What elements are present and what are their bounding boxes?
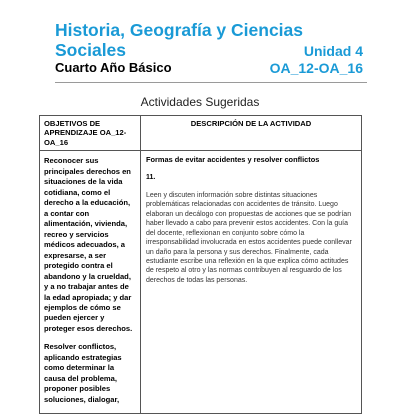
section-title: Actividades Sugeridas [140,95,260,109]
objectives-cell [40,151,141,414]
activity-cell [141,151,362,414]
header-divider [55,82,367,83]
table-header-row [40,116,362,151]
objective-text: Resolver conflictos, aplicando estrategias como determinar la causa del problema, proponer posibles soluciones, dialogar, [44,342,122,404]
activity-description: Leen y discuten información sobre distintas situaciones problemáticas relacionadas con accidentes de tránsito. Luego elaboran un decálogo con propuestas de acciones que se podrían haber llevado a cabo para prevenir estos accidentes. Con la guía del docente, reflexionan en conjunto sobre cómo la irresponsabilidad involucrada en estos accidentes puede conllevar un daño para la persona y sus derechos. Finalmente, cada estudiante escribe una reflexión en la que explica cómo actitudes de respeto al otro y las normas contribuyen al resguardo de los derechos de todas las personas. [146,191,352,284]
subject-title-line1: Historia, Geografía y Ciencias [55,20,304,40]
grade-label: Cuarto Año Básico [55,60,172,75]
unit-label: Unidad 4 [303,43,363,59]
objective-text: Reconocer sus principales derechos en situaciones de la vida cotidiana, como el derecho a la educación, a contar con alimentación, vivienda, recreo y servicios médicos adecuados, a expresarse, a ser protegido contra el abandono y la crueldad, y a no trabajar antes de la edad apropiada; y dar ejemplos de cómo se pueden ejercer y proteger esos derechos. [44,156,133,333]
activity-title: Formas de evitar accidentes y resolver conflictos [146,155,320,165]
activities-table [39,115,362,414]
activity-column-header: DESCRIPCIÓN DE LA ACTIVIDAD [141,116,362,151]
subject-title-line2: Sociales [55,40,127,60]
oa-range-label: OA_12-OA_16 [269,60,363,76]
objectives-column-header: OBJETIVOS DE APRENDIZAJE OA_12-OA_16 [40,116,141,151]
activity-number: 11. [146,174,156,182]
table-row [40,151,362,414]
